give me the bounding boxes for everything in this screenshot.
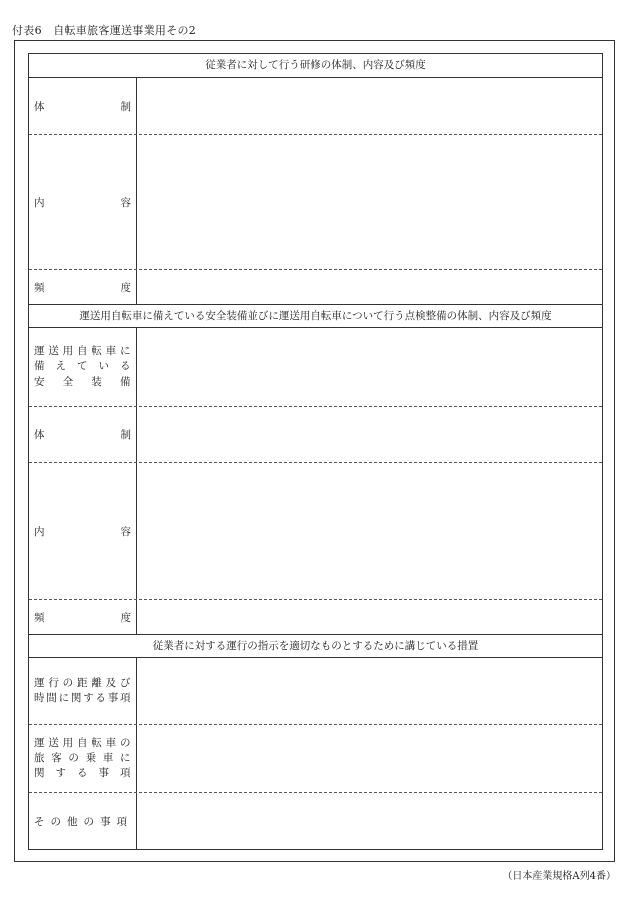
section-heading-instructions: 従業者に対する運行の指示を適切なものとするために講じている措置 xyxy=(29,634,602,658)
row-training-frequency xyxy=(29,270,602,304)
input-cell-training-content[interactable] xyxy=(137,135,602,269)
section-heading-equipment: 運送用自転車に備えている安全装備並びに運送用自転車について行う点検整備の体制、内容及び頻度 xyxy=(29,304,602,328)
input-cell-safety-equipment[interactable] xyxy=(137,328,602,406)
row-label: 体 制 xyxy=(29,407,137,462)
paper-size-note: （日本産業規格A列4番） xyxy=(502,871,616,882)
row-safety-equipment xyxy=(29,328,602,407)
row-other-matters xyxy=(29,793,602,849)
row-label: 内 容 xyxy=(29,135,137,269)
row-maintenance-frequency xyxy=(29,600,602,634)
row-label: 頻 度 xyxy=(29,270,137,304)
row-label: 内 容 xyxy=(29,463,137,599)
form-table xyxy=(28,53,603,850)
input-cell-distance-time[interactable] xyxy=(137,658,602,724)
row-distance-time xyxy=(29,658,602,725)
input-cell-training-system[interactable] xyxy=(137,78,602,134)
row-training-system xyxy=(29,78,602,135)
page-title: 付表6 自転車旅客運送事業用その2 xyxy=(12,24,197,37)
row-label: 運送用自転車の 旅客の乗車に 関する事項 xyxy=(29,725,137,792)
input-cell-training-frequency[interactable] xyxy=(137,270,602,304)
input-cell-maintenance-system[interactable] xyxy=(137,407,602,462)
section-heading-training: 従業者に対して行う研修の体制、内容及び頻度 xyxy=(29,54,602,78)
row-passenger-boarding xyxy=(29,725,602,793)
row-label: 運行の距離及び 時間に関する事項 xyxy=(29,658,137,724)
row-label: その他の事項 xyxy=(29,793,137,849)
input-cell-passenger-boarding[interactable] xyxy=(137,725,602,792)
row-maintenance-system xyxy=(29,407,602,463)
row-maintenance-content xyxy=(29,463,602,600)
row-label: 頻 度 xyxy=(29,600,137,634)
input-cell-maintenance-frequency[interactable] xyxy=(137,600,602,634)
row-label: 運送用自転車に 備えている 安全装備 xyxy=(29,328,137,406)
row-training-content xyxy=(29,135,602,270)
row-label: 体 制 xyxy=(29,78,137,134)
input-cell-maintenance-content[interactable] xyxy=(137,463,602,599)
input-cell-other-matters[interactable] xyxy=(137,793,602,849)
